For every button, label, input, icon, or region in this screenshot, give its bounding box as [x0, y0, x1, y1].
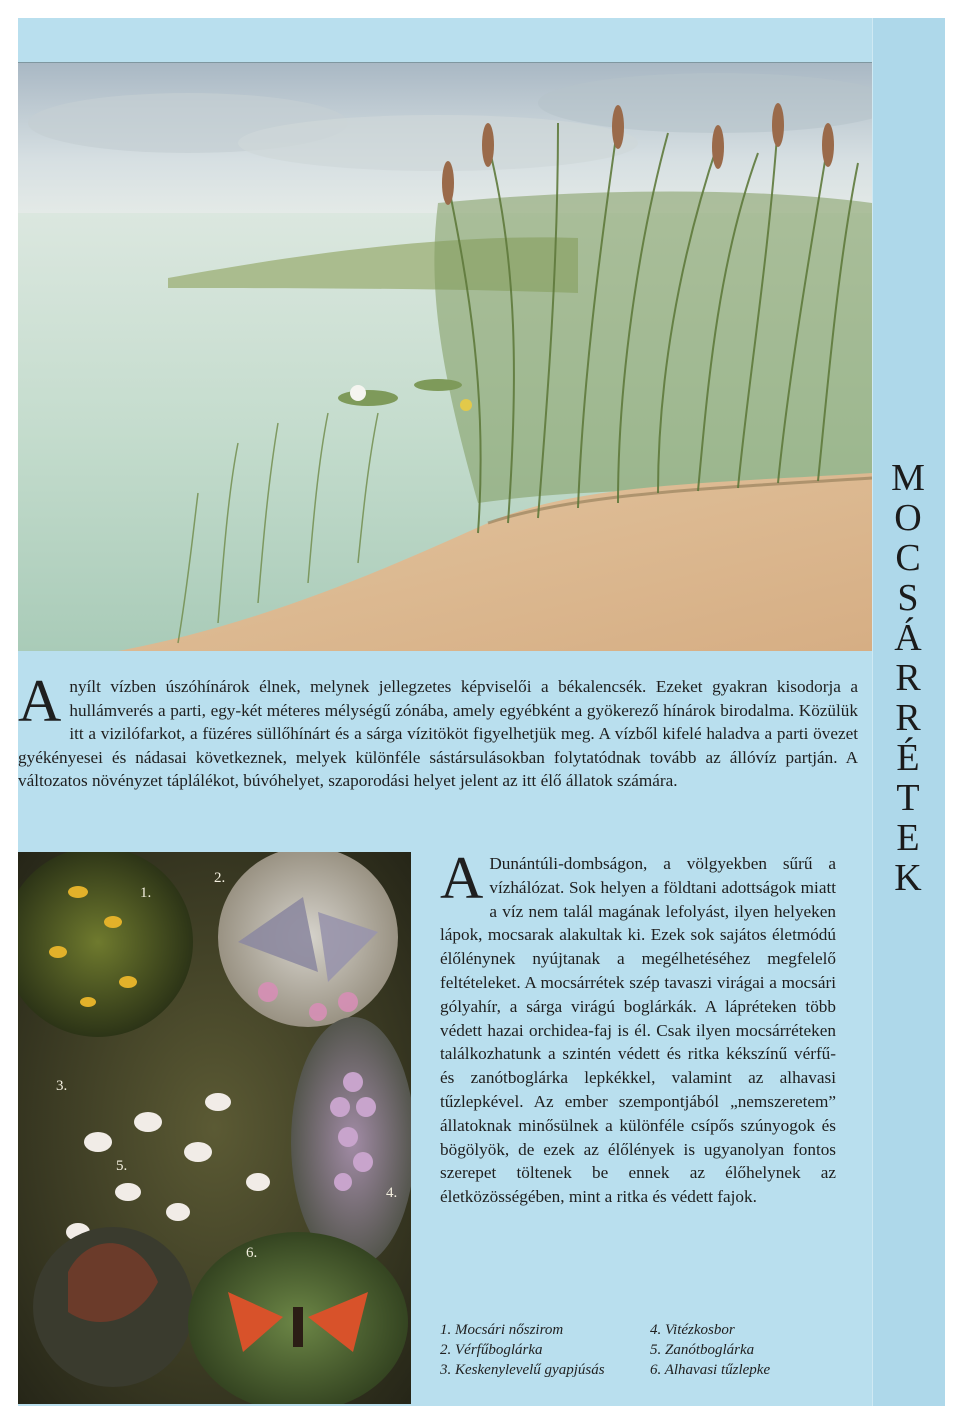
title-letter: M — [891, 457, 925, 499]
wetland-illustration — [18, 62, 872, 651]
title-letter: O — [894, 497, 922, 539]
caption-item: 6. Alhavasi tűzlepke — [650, 1362, 771, 1378]
caption-item: 2. Vérfűboglárka — [440, 1342, 543, 1358]
title-letter: E — [896, 817, 920, 859]
title-letter: K — [894, 857, 922, 899]
title-letter: É — [896, 737, 920, 779]
intro-paragraph — [18, 668, 858, 793]
photo-number-6: 6. — [246, 1245, 258, 1261]
caption-item: 3. Keskenylevelű gyapjúsás — [440, 1362, 605, 1378]
photo-number-3: 3. — [56, 1078, 68, 1094]
photo-captions — [440, 1320, 840, 1380]
body-text: Dunántúli-dombságon, a völgyekben sűrű a vízhálózat. Sok helyen a földtani adottságok miatt a víz nem talál magának lefolyást, ilyen helyeken lápok, mocsarak alakultak ki. Ezek sok sajátos életmódú élőlénynek nyújtanak a megélhetéséhez megfelelő feltételeket. A mocsárrétek szép tavaszi virágai a mocsári gólyahír, a sárga virágú boglárkák. A lápréteken több védett hazai orchidea-faj is él. Csak ilyen mocsárréteken találkozhatunk a szintén védett és ritka kékszínű vérfű- és zanótboglárka lepkékkel, valamint az alhavasi tűzlepkével. Az ember szempontjából „nemszeretem” állatoknak minősülnek a különféle csípős szúnyogok és bögölyök, de ezek az élőlények is ugyanolyan fontos szerepet töltenek be ennek az élőhelynek az életközösségében, mint a ritka és védett fajok. — [440, 854, 836, 1207]
caption-item: 1. Mocsári nőszirom — [440, 1322, 564, 1338]
title-letter: R — [895, 657, 921, 699]
title-letter: C — [895, 537, 921, 579]
intro-dropcap: A — [18, 668, 62, 734]
photo-number-2: 2. — [214, 870, 226, 886]
title-letter: R — [895, 697, 921, 739]
body-dropcap: A — [440, 845, 484, 911]
caption-item: 4. Vitézkosbor — [650, 1322, 735, 1338]
photo-number-1: 1. — [140, 885, 152, 901]
photo-collage — [18, 852, 411, 1404]
caption-item: 5. Zanótboglárka — [650, 1342, 755, 1358]
title-letter: Á — [894, 617, 922, 659]
title-letter: S — [897, 577, 919, 619]
photo-number-4: 4. — [386, 1185, 398, 1201]
title-letter: T — [896, 777, 920, 819]
photo-number-5: 5. — [116, 1158, 128, 1174]
intro-text: nyílt vízben úszóhínárok élnek, melynek jellegzetes képviselői a békalencsék. Ezeket gyakran kisodorja a hullámverés a parti, egy-két méteres mélységű zónába, amely egyébként a gyökerező hínárok birodalma. Közülük itt a vizilófarkot, a füzéres süllőhínárt és a sárga vízitököt figyelhetjük meg. A vízből kifelé haladva a parti övezet gyékényesei és nádasai következnek, melyek különféle sástársulásokban folytatódnak tovább az állóvíz partján. A változatos növényzet táplálékot, búvóhelyet, szaporodási helyet jelent az itt élő állatok számára. — [18, 677, 858, 791]
vertical-title — [872, 458, 944, 998]
body-paragraph — [440, 845, 836, 1209]
